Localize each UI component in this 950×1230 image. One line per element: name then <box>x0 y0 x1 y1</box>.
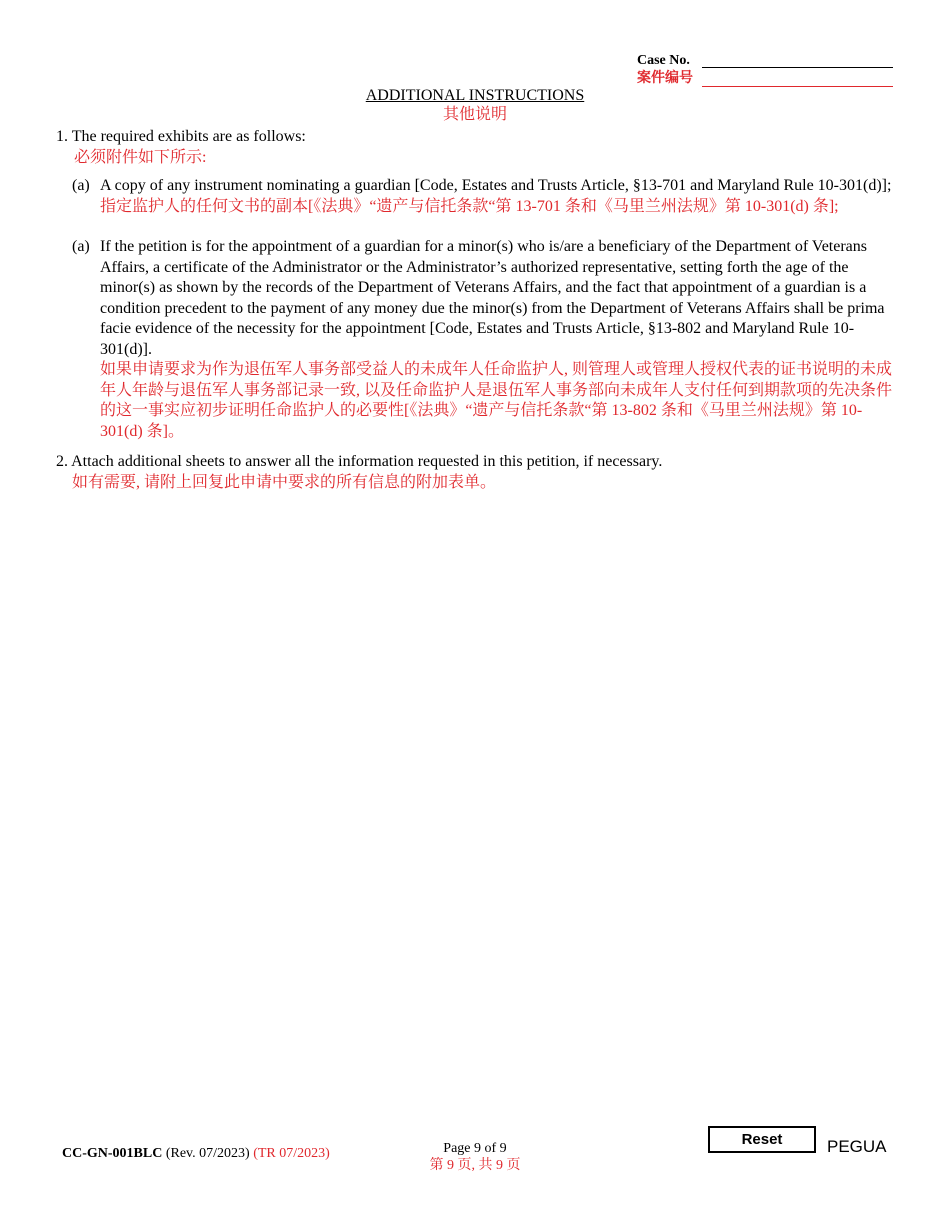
instruction-item-1 <box>56 127 896 168</box>
reset-button[interactable]: Reset <box>708 1126 816 1153</box>
item-number: 1. <box>56 128 68 145</box>
item-text-zh: 必须附件如下所示: <box>74 148 207 166</box>
page-title-en: ADDITIONAL INSTRUCTIONS <box>365 87 585 104</box>
subitem-text-en: If the petition is for the appointment of a guardian for a minor(s) who is/are a beneficiary of the Department of Veterans Affairs, a certificate of the Administrator or the Administrator’s authorized representative, setting forth the age of the minor(s) as shown by the records of the Department of Veterans Affairs, and the fact that appointment of a guardian is a condition precedent to the payment of any money due the minor(s) from the Department of Veterans Affairs shall be prima facie evidence of the necessity for the appointment [Code, Estates and Trusts Article, §13-802 and Maryland Rule 10-301(d)]. <box>100 238 885 358</box>
subitem-text-zh: 指定监护人的任何文书的副本[《法典》“遗产与信托条款“第 13-701 条和《马里兰州法规》第 10-301(d) 条]; <box>100 197 839 215</box>
subitem-label: (a) <box>72 238 90 255</box>
case-number-label-zh: 案件编号 <box>637 71 693 86</box>
page-title <box>0 86 950 124</box>
instruction-item-2 <box>56 452 896 493</box>
case-number-field[interactable] <box>702 67 893 68</box>
case-number-label: Case No. <box>637 53 690 68</box>
item-number: 2. <box>56 453 68 470</box>
subitem-text-en: A copy of any instrument nominating a guardian [Code, Estates and Trusts Article, §13-701 and Maryland Rule 10-301(d)]; <box>100 177 892 194</box>
form-translation-date: (TR 07/2023) <box>253 1146 330 1161</box>
form-revision: (Rev. 07/2023) <box>165 1146 250 1161</box>
page-title-zh: 其他说明 <box>442 106 507 123</box>
language-code: PEGUA <box>827 1137 887 1156</box>
subitem-text-zh: 如果申请要求为作为退伍军人事务部受益人的未成年人任命监护人, 则管理人或管理人授权代表的证书说明的未成年人年龄与退伍军人事务部记录一致, 以及任命监护人是退伍军人事务部向未成年人支付任何到期款项的先决条件的这一事实应初步证明任命监护人的必要性[《法典》“遗产与信托条款“第 13-802 条和《马里兰州法规》第 10-301(d) 条]。 <box>100 361 893 440</box>
exhibit-subitem <box>72 176 894 217</box>
item-text-zh: 如有需要, 请附上回复此申请中要求的所有信息的附加表单。 <box>72 473 497 491</box>
item-text-en: Attach additional sheets to answer all the information requested in this petition, if necessary. <box>71 453 663 470</box>
page-number-zh: 第 9 页, 共 9 页 <box>429 1158 521 1173</box>
item-text-en: The required exhibits are as follows: <box>71 128 306 145</box>
subitem-label: (a) <box>72 177 90 194</box>
exhibit-subitem <box>72 237 894 442</box>
form-code: CC-GN-001BLC <box>62 1146 163 1161</box>
page-number-en: Page 9 of 9 <box>443 1141 507 1156</box>
